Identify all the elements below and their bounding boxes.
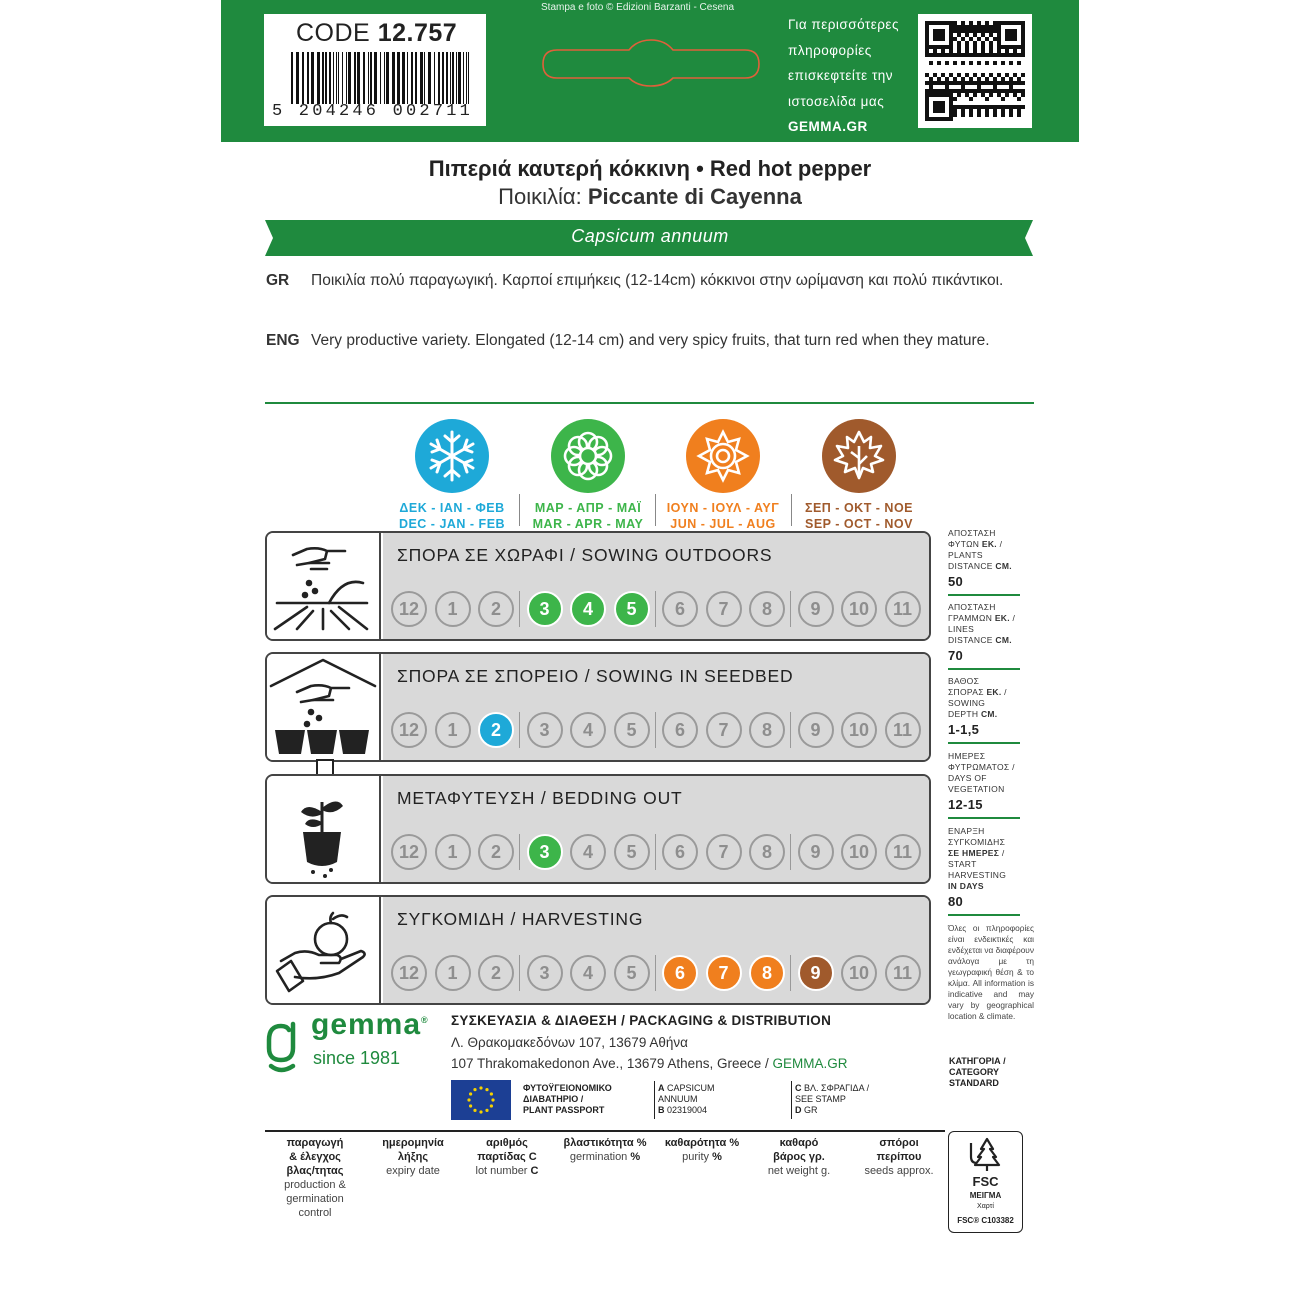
batch-info-column: καθαρό βάρος γρ. net weight g. [767, 1137, 831, 1177]
product-title: Πιπεριά καυτερή κόκκινη • Red hot pepper [428, 156, 872, 181]
row-sowing-seedbed [265, 652, 931, 762]
spec-value: 1-1,5 [948, 722, 980, 737]
spec-value: 70 [948, 648, 964, 663]
address-gr: Λ. Θρακομακεδόνων 107, 13679 Αθήνα [451, 1035, 688, 1050]
print-credit: Stampa e foto © Edizioni Barzanti - Cesena [541, 2, 735, 13]
harvest-hand-icon [267, 897, 377, 1003]
month-3: 3 [527, 834, 563, 870]
season-spring: ΜΑΡ - ΑΠΡ - ΜΑΪ MAR - APR - MAY [518, 418, 658, 532]
month-5: 5 [614, 955, 650, 991]
disclaimer-note: Όλες οι πληροφορίες είναι ενδεικτικές και ενδέχεται να διαφέρουν ανάλογα με τη γεωγραφική θέση & το κλίμα. All information is indicative and may vary by geographical location & climate. [948, 923, 1034, 1021]
month-12: 12 [391, 591, 427, 627]
batch-info-column: ημερομηνία λήξης expiry date [382, 1137, 444, 1177]
month-6: 6 [662, 834, 698, 870]
code-label: CODE [296, 19, 371, 47]
month-1: 1 [435, 955, 471, 991]
spec-item: ΑΠΟΣΤΑΣΗ ΓΡΑΜΜΩΝ ΕΚ. / LINES DISTANCE CM. 70 [948, 602, 1020, 664]
month-8: 8 [749, 591, 785, 627]
plant-passport-ab: A CAPSICUM ANNUUM B 02319004 [658, 1083, 715, 1115]
barcode [289, 52, 471, 104]
month-3: 3 [527, 591, 563, 627]
month-11: 11 [885, 712, 921, 748]
month-3: 3 [527, 712, 563, 748]
month-11: 11 [885, 834, 921, 870]
month-4: 4 [570, 834, 606, 870]
row-sowing-outdoors [265, 531, 931, 641]
row-harvesting [265, 895, 931, 1005]
header-bar [221, 0, 1079, 142]
description-gr: GR Ποικιλία πολύ παραγωγική. Καρποί επιμήκεις (12-14cm) κόκκινοι στην ωρίμανση και πολύ πικάντικοι. [266, 272, 1004, 289]
month-2: 2 [478, 591, 514, 627]
batch-info-column: σπόροι περίπου seeds approx. [864, 1137, 934, 1177]
sun-icon [685, 418, 761, 494]
website-info: Για περισσότερες πληροφορίες επισκεφτείτε την ιστοσελίδα μας GEMMA.GR [788, 12, 928, 140]
plant-passport-title: ΦΥΤΟΫΓΕΙΟΝΟΜΙΚΟ ΔΙΑΒΑΤΗΡΙΟ / PLANT PASSPORT [523, 1083, 612, 1115]
batch-info-column: καθαρότητα % purity % [664, 1137, 740, 1163]
season-winter: ΔΕΚ - ΙΑΝ - ΦΕΒ DEC - JAN - FEB [382, 418, 522, 532]
row-label: ΣΠΟΡΑ ΣΕ ΧΩΡΑΦΙ / SOWING OUTDOORS [397, 545, 773, 565]
seedling-icon [267, 776, 377, 882]
batch-info-column: βλαστικότητα % germination % [563, 1137, 647, 1163]
batch-info-column: αριθμός παρτίδας C lot number C [475, 1137, 539, 1177]
internal-code: ΚΩΔ. 17.065 [476, 63, 487, 120]
month-4: 4 [570, 712, 606, 748]
month-9: 9 [798, 712, 834, 748]
spec-value: 50 [948, 574, 964, 589]
brand-since: since 1981 [313, 1048, 401, 1068]
variety-name: Piccante di Cayenna [587, 184, 802, 209]
brand-name: gemma® [311, 1008, 429, 1041]
hang-hole-outline [537, 38, 765, 88]
seedbed-icon [267, 654, 377, 760]
spec-value: 80 [948, 894, 964, 909]
month-10: 10 [841, 712, 877, 748]
fsc-tree-icon [967, 1137, 1007, 1173]
plant-passport-cd: C ΒΛ. ΣΦΡΑΓΙΔΑ / SEE STAMP D GR [795, 1083, 870, 1115]
spec-item: ΕΝΑΡΞΗ ΣΥΓΚΟΜΙΔΗΣ ΣΕ ΗΜΕΡΕΣ / START HARVESTING IN DAYS 80 [948, 826, 1020, 910]
month-8: 8 [749, 834, 785, 870]
eu-flag [451, 1080, 511, 1120]
month-12: 12 [391, 712, 427, 748]
month-9: 9 [798, 955, 834, 991]
code-value: 12.757 [377, 19, 458, 47]
product-code-box [264, 14, 486, 126]
spec-value: 12-15 [948, 797, 983, 812]
month-2: 2 [478, 834, 514, 870]
month-1: 1 [435, 834, 471, 870]
month-9: 9 [798, 834, 834, 870]
month-1: 1 [435, 712, 471, 748]
month-10: 10 [841, 834, 877, 870]
month-10: 10 [841, 955, 877, 991]
website-link[interactable]: GEMMA.GR [788, 119, 868, 134]
month-5: 5 [614, 712, 650, 748]
divider [265, 402, 1034, 404]
season-summer: ΙΟΥΝ - ΙΟΥΛ - ΑΥΓ JUN - JUL - AUG [653, 418, 793, 532]
row-label: ΜΕΤΑΦΥΤΕΥΣΗ / BEDDING OUT [397, 788, 683, 808]
qr-code[interactable] [918, 14, 1032, 128]
month-8: 8 [749, 712, 785, 748]
month-4: 4 [570, 591, 606, 627]
flower-icon [550, 418, 626, 494]
month-9: 9 [798, 591, 834, 627]
spec-item: ΗΜΕΡΕΣ ΦΥΤΡΩΜΑΤΟΣ / DAYS OF VEGETATION 12-15 [948, 751, 1020, 813]
batch-info-column: παραγωγή & έλεγχος βλας/τητας production & germination control [284, 1137, 346, 1219]
maple-leaf-icon [821, 418, 897, 494]
month-6: 6 [662, 591, 698, 627]
sowing-outdoors-icon [267, 533, 377, 639]
seed-category: ΚΑΤΗΓΟΡΙΑ / CATEGORY STANDARD [949, 1056, 1006, 1088]
packaging-title: ΣΥΣΚΕΥΑΣΙΑ & ΔΙΑΘΕΣΗ / PACKAGING & DISTRIBUTION [451, 1013, 832, 1028]
month-10: 10 [841, 591, 877, 627]
month-12: 12 [391, 834, 427, 870]
latin-name: Capsicum annuum [571, 226, 729, 246]
month-8: 8 [749, 955, 785, 991]
seed-packet-back [221, 0, 1079, 1300]
fsc-badge: FSC ΜΕΙΓΜΑ Χαρτί FSC® C103382 [948, 1131, 1023, 1233]
row-label: ΣΠΟΡΑ ΣΕ ΣΠΟΡΕΙΟ / SOWING IN SEEDBED [397, 666, 794, 686]
variety-line: Ποικιλία: Piccante di Cayenna [498, 184, 802, 209]
month-12: 12 [391, 955, 427, 991]
spec-item: ΑΠΟΣΤΑΣΗ ΦΥΤΩΝ ΕΚ. / PLANTS DISTANCE CM. 50 [948, 528, 1020, 590]
spec-item: ΒΑΘΟΣ ΣΠΟΡΑΣ ΕΚ. / SOWING DEPTH CM. 1-1,5 [948, 676, 1020, 738]
month-6: 6 [662, 955, 698, 991]
month-7: 7 [706, 712, 742, 748]
month-3: 3 [527, 955, 563, 991]
month-1: 1 [435, 591, 471, 627]
footer-rule [265, 1130, 945, 1132]
month-7: 7 [706, 834, 742, 870]
row-bedding-out [265, 774, 931, 884]
month-11: 11 [885, 955, 921, 991]
month-7: 7 [706, 591, 742, 627]
month-6: 6 [662, 712, 698, 748]
month-2: 2 [478, 712, 514, 748]
month-5: 5 [614, 591, 650, 627]
month-11: 11 [885, 591, 921, 627]
row-label: ΣΥΓΚΟΜΙΔΗ / HARVESTING [397, 909, 644, 929]
company-website-link[interactable]: GEMMA.GR [772, 1056, 848, 1071]
season-autumn: ΣΕΠ - ΟΚΤ - ΝΟΕ SEP - OCT - NOV [789, 418, 929, 532]
month-5: 5 [614, 834, 650, 870]
month-7: 7 [706, 955, 742, 991]
snowflake-icon [414, 418, 490, 494]
description-en: ENG Very productive variety. Elongated (12-14 cm) and very spicy fruits, that turn red when they mature. [266, 332, 990, 349]
month-4: 4 [570, 955, 606, 991]
gemma-logo-icon [265, 1018, 301, 1074]
month-2: 2 [478, 955, 514, 991]
eu-stars-icon [451, 1080, 511, 1120]
barcode-digits: 5 204246 002711 [272, 102, 474, 121]
address-en: 107 Thrakomakedonon Ave., 13679 Athens, Greece / GEMMA.GR [451, 1056, 848, 1071]
